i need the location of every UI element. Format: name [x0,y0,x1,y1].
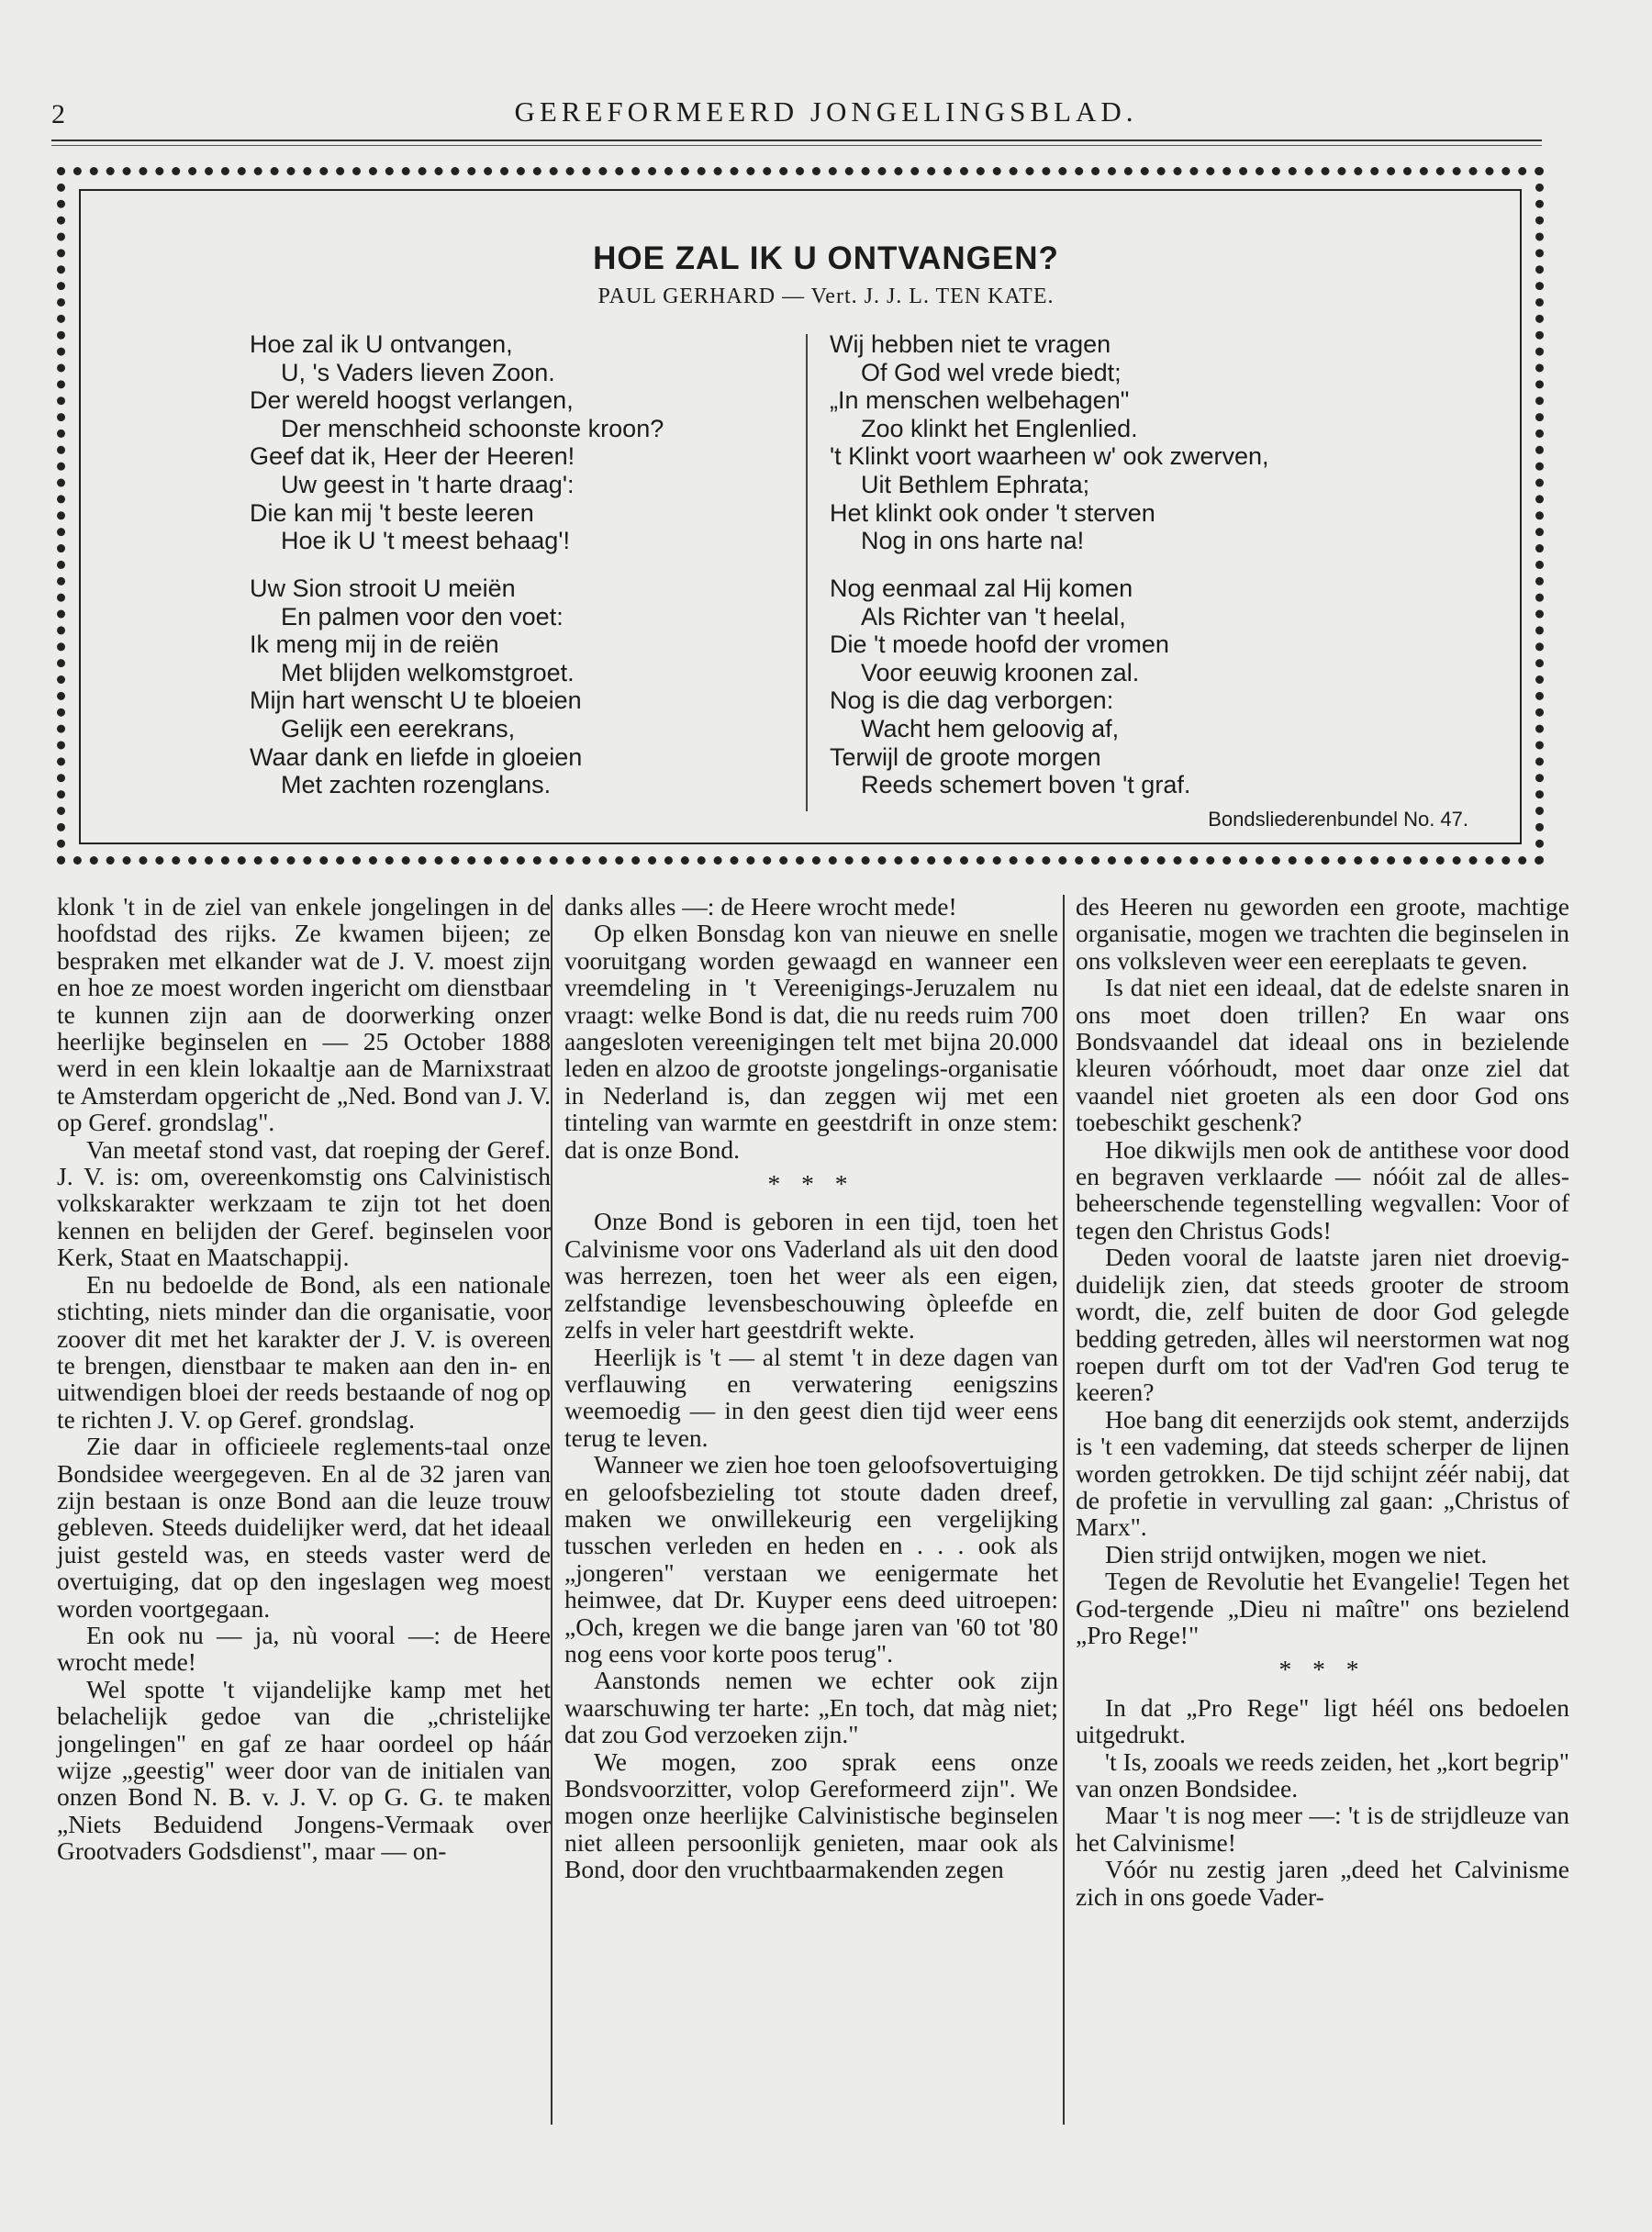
poem-line: Het klinkt ook onder 't sterven [830,498,1155,527]
poem-line: Nog is die dag verborgen: [830,686,1114,715]
poem-credit: PAUL GERHARD — Vert. J. J. L. TEN KATE. [597,285,1055,308]
poem-line: 't Klinkt voort waarheen w' ook zwerven, [830,442,1269,471]
article-column-3 [1076,893,1569,1910]
poem-line: Nog in ons harte na! [861,527,1085,555]
poem-line: Nog eenmaal zal Hij komen [830,575,1133,602]
poem-line: Ik meng mij in de reiën [250,631,499,659]
article-paragraph: In dat „Pro Rege" ligt héél ons bedoelen uitgedrukt. [1076,1692,1569,1749]
article-paragraph: Onze Bond is geboren in een tijd, toen het Calvinisme voor ons Vaderland als uit den dood was herrezen, toen het weer als een eigen, zelfstandige levensbeschouwing òpleefde en zelfs in veler hart geestdrift wekte. [564,1207,1058,1345]
poem-line: Wacht hem geloovig af, [861,714,1120,742]
poem-line: Hoe zal ik U ontvangen, [250,330,513,358]
poem-line: Die kan mij 't beste leeren [250,498,534,527]
poem-stanza-right-2 [830,575,1472,799]
article-paragraph: Zie daar in officieele reglements-taal onze Bondsidee weergegeven. En al de 32 jaren van zijn bestaan is onze Bond aan die leuze trouw gebleven. Steeds duidelijker werd, dat het ideaal juist gesteld was, en steeds vaster werd de overtuiging, dat op den ingeslagen weg moest worden voortgegaan. [57,1432,551,1623]
poem-line: Of God wel vrede biedt; [861,358,1122,386]
header-rule [51,140,1542,141]
poem-line: Gelijk een eerekrans, [281,714,516,742]
poem-line: Der menschheid schoonste kroon? [281,414,664,442]
poem-stanza-left-1 [250,330,892,555]
poem-line: Der wereld hoogst verlangen, [250,386,574,415]
article-paragraph: Van meetaf stond vast, dat roeping der Geref. J. V. is: om, overeenkomstig ons Calvinistisch volkskarakter werkzaam te zijn tot het doen kennen en belijden der Geref. beginselen voor Kerk, Staat en Maatschappij. [57,1134,551,1272]
article-paragraph: En nu bedoelde de Bond, als een nationale stichting, niets minder dan die organisatie, voor zoover dit met het karakter der J. V. is overeen te brengen, dienstbaar te maken aan den in- en uitwendigen bloei der reeds bestaande of nog op te richten J. V. op Geref. grondslag. [57,1269,551,1434]
article-column-1 [57,893,551,1865]
article-paragraph: Wel spotte 't vijandelijke kamp met het belachelijk gedoe van die „christelijke jongelingen" en gaf ze haar oordeel op háár wijze „geestig" weer door van de initialen van onzen Bond N. B. v. J. V. op G. G. te maken „Niets Beduidend Jongens-Vermaak over Grootvaders Godsdienst", maar — on- [57,1674,551,1866]
poem-line: Waar dank en liefde in gloeien [250,742,583,771]
page-number: 2 [51,99,65,129]
article-paragraph: Hoe bang dit eenerzijds ook stemt, anderzijds is 't een vademing, dat steeds scherper de lijnen worden getrokken. De tijd schijnt zéér nabij, dat de profetie in vervulling zal gaan: „Christus of Marx". [1076,1404,1569,1542]
poem-line: Wij hebben niet te vragen [830,330,1111,358]
poem-line: Met blijden welkomstgroet. [281,658,575,686]
article-paragraph: Hoe dikwijls men ook de antithese voor dood en begraven verklaarde — nóóit zal de alles-beheerschende tegenstelling wegvallen: Voor of tegen den Christus Gods! [1076,1134,1569,1244]
article-paragraph: We mogen, zoo sprak eens onze Bondsvoorzitter, volop Gereformeerd zijn". We mogen onze heerlijke Calvinistische beginselen niet alleen persoonlijk genieten, maar ook als Bond, door den vruchtbaarmakenden zegen [564,1747,1058,1884]
poem-line: Uw geest in 't harte draag': [281,470,575,498]
section-separator: * * * [767,1169,855,1199]
article-paragraph: 't Is, zooals we reeds zeiden, het „kort begrip" van onzen Bondsidee. [1076,1747,1569,1802]
poem-stanza-left-2 [250,575,892,799]
article-paragraph: Tegen de Revolutie het Evangelie! Tegen het God-tergende „Dieu ni maître" ons bezielend „Pro Rege!" [1076,1567,1569,1649]
poem-line: „In menschen welbehagen" [830,386,1130,415]
article-paragraph: Maar 't is nog meer —: 't is de strijdleuze van het Calvinisme! [1076,1801,1569,1857]
poem-stanza-right-1 [830,330,1472,555]
article-column-2 [564,893,1058,1883]
poem-line: Uit Bethlem Ephrata; [861,470,1090,498]
poem-line: Zoo klinkt het Englenlied. [861,414,1138,442]
article-paragraph: Wanneer we zien hoe toen geloofsovertuiging en geloofsbezieling tot stoute daden dreef, maken we onwillekeurig een vergelijking tusschen verleden en heden en . . . ook als „jongeren" verstaan we eenigermate het heimwee, dat Dr. Kuyper eens deed uitroepen: „Och, kregen we die bange jaren van '60 tot '80 nog eens voor korte poos terug". [564,1450,1058,1668]
poem-title: HOE ZAL IK U ONTVANGEN? [593,240,1059,276]
column-rule-2 [1063,895,1065,2125]
poem-line: Voor eeuwig kroonen zal. [861,658,1140,686]
article-paragraph: Vóór nu zestig jaren „deed het Calvinisme zich in ons goede Vader- [1076,1855,1569,1911]
article-paragraph: Is dat niet een ideaal, dat de edelste snaren in ons moet doen trillen? En waar ons Bondsvaandel dat ideaal ons in bezielende kleuren vóórhoudt, moet daar onze ziel dat vaandel niet groeten als een door God ons toebeschikt geschenk? [1076,973,1569,1137]
article-paragraph: Deden vooral de laatste jaren niet droevig-duidelijk zien, dat steeds grooter de stroom wordt, die, zelf buiten de door God gelegde bedding getreden, àlles wil neerstormen wat nog roepen durft om tot der Vad'ren God terug te keeren? [1076,1243,1569,1407]
poem-line: En palmen voor den voet: [281,602,564,631]
poem-line: Als Richter van 't heelal, [861,602,1126,631]
masthead-title: GEREFORMEERD JONGELINGSBLAD. [514,95,1138,128]
article-paragraph: klonk 't in de ziel van enkele jongelingen in de hoofdstad des rijks. Ze kwamen bijeen; ze bespraken met elkander wat de J. V. moest zijn en hoe ze moest worden ingericht om dienstbaar te kunnen zijn aan de doorwerking onzer heerlijke beginselen en — 25 October 1888 werd in een klein lokaaltje aan de Marnixstraat te Amsterdam opgericht de „Ned. Bond van J. V. op Geref. grondslag". [57,892,551,1137]
poem-line: Reeds schemert boven 't graf. [861,771,1191,799]
poem-line: U, 's Vaders lieven Zoon. [281,358,555,386]
poem-line: Met zachten rozenglans. [281,771,552,799]
poem-line: Terwijl de groote morgen [830,742,1101,771]
article-paragraph: Dien strijd ontwijken, mogen we niet. [1105,1539,1488,1568]
poem-line: Mijn hart wenscht U te bloeien [250,686,582,715]
section-separator: * * * [1278,1655,1367,1684]
article-paragraph: En ook nu — ja, nù vooral —: de Heere wrocht mede! [57,1620,551,1677]
poem-line: Geef dat ik, Heer der Heeren! [250,442,575,471]
header-rule-thin [51,145,1542,146]
article-paragraph: danks alles —: de Heere wrocht mede! [564,892,957,921]
column-rule-1 [551,895,553,2125]
article-paragraph: Heerlijk is 't — al stemt 't in deze dagen van verflauwing en verwatering eenigszins weemoedig — in den geest dien tijd weer eens terug te leven. [564,1342,1058,1452]
article-paragraph: Aanstonds nemen we echter ook zijn waarschuwing ter harte: „En toch, dat màg niet; dat zou God verzoeken zijn." [564,1666,1058,1749]
article-paragraph: Op elken Bonsdag kon van nieuwe en snelle vooruitgang worden gewaagd en wanneer een vreemdeling in 't Vereenigings-Jeruzalem nu vraagt: welke Bond is dat, die nu reeds ruim 700 aangesloten vereenigingen telt met bijna 20.000 leden en alzoo de grootste jongelings-organisatie in Nederland is, dan zeggen wij met een tinteling van warmte en geestdrift in onze stem: dat is onze Bond. [564,919,1058,1164]
poem-line: Die 't moede hoofd der vromen [830,631,1169,659]
poem-line: Uw Sion strooit U meiën [250,575,516,602]
poem-line: Hoe ik U 't meest behaag'! [281,527,570,555]
poem-source: Bondsliederenbundel No. 47. [1208,808,1468,831]
article-paragraph: des Heeren nu geworden een groote, machtige organisatie, mogen we trachten die beginselen in ons volksleven weer een eereplaats te geven. [1076,892,1569,975]
